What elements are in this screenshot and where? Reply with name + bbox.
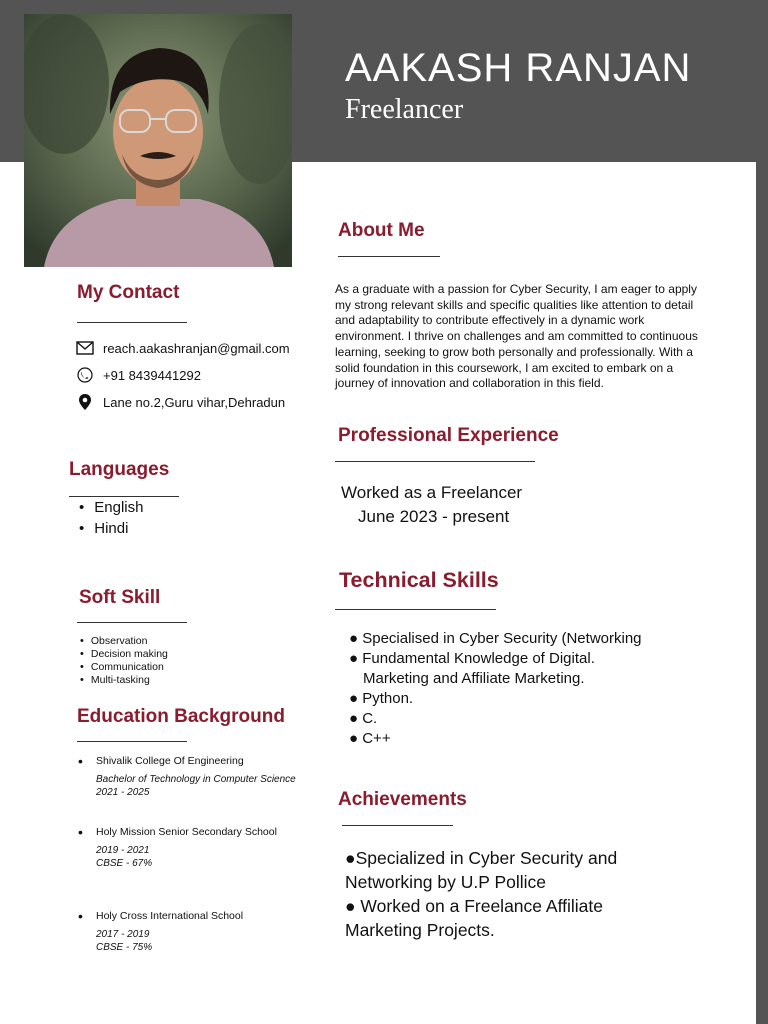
experience-heading: Professional Experience: [338, 425, 559, 446]
person-name: AAKASH RANJAN: [345, 46, 692, 90]
education-school: Shivalik College Of Engineering: [96, 755, 244, 767]
education-detail: 2021 - 2025: [96, 787, 150, 798]
technical-skill-item: ● Specialised in Cyber Security (Networking: [349, 630, 642, 647]
education-detail: CBSE - 75%: [96, 942, 153, 953]
envelope-icon: [76, 339, 94, 357]
about-rule: [338, 256, 440, 257]
education-school: Holy Cross International School: [96, 910, 244, 922]
contact-address-row: [76, 393, 285, 411]
education-item: • Holy Mission Senior Secondary School 2019 - 2021 CBSE - 67%: [78, 824, 277, 869]
education-heading: Education Background: [77, 706, 285, 727]
soft-skill-list: [80, 635, 168, 687]
education-detail: CBSE - 67%: [96, 858, 153, 869]
soft-skill-heading: Soft Skill: [79, 587, 161, 608]
soft-skill-item: • Multi-tasking: [80, 674, 168, 687]
education-school: Holy Mission Senior Secondary School: [96, 826, 277, 838]
soft-skill-rule: [77, 622, 187, 623]
contact-phone[interactable]: +91 8439441292: [103, 367, 201, 383]
achievement-line: ● Worked on a Freelance Affiliate: [345, 896, 603, 916]
technical-skill-item: ● C++: [349, 730, 391, 747]
education-item: • Holy Cross International School 2017 - 2019 CBSE - 75%: [78, 908, 244, 953]
technical-skill-item: ● C.: [349, 710, 378, 727]
profile-photo: [24, 14, 292, 267]
contact-email[interactable]: reach.aakashranjan@gmail.com: [103, 340, 290, 356]
education-rule: [77, 741, 187, 742]
contact-email-row: [76, 339, 290, 357]
technical-rule: [335, 609, 496, 610]
experience-rule: [335, 461, 535, 462]
contact-heading: My Contact: [77, 282, 180, 303]
soft-skill-item: • Observation: [80, 635, 168, 648]
technical-skill-item: ● Python.: [349, 690, 414, 707]
language-item: • English: [79, 497, 143, 518]
technical-skill-item: ● Fundamental Knowledge of Digital.: [349, 650, 595, 667]
right-edge-band: [756, 0, 768, 1024]
education-item: • Shivalik College Of Engineering Bachelor of Technology in Computer Science 2021 - 2025: [78, 753, 296, 798]
languages-heading: Languages: [69, 459, 170, 480]
education-detail: Bachelor of Technology in Computer Science: [96, 774, 296, 785]
contact-rule: [77, 322, 187, 323]
location-pin-icon: [76, 393, 94, 411]
about-heading: About Me: [338, 220, 425, 241]
phone-icon: [76, 366, 94, 384]
education-detail: 2017 - 2019: [96, 929, 150, 940]
achievement-line: Marketing Projects.: [345, 920, 495, 940]
experience-line: Worked as a Freelancer: [341, 483, 523, 502]
language-item: • Hindi: [79, 518, 143, 539]
person-title: Freelancer: [345, 94, 464, 125]
contact-phone-row: [76, 366, 201, 384]
experience-dates: June 2023 - present: [358, 507, 510, 526]
technical-skill-item: Marketing and Affiliate Marketing.: [363, 670, 585, 687]
education-detail: 2019 - 2021: [96, 845, 150, 856]
about-text: As a graduate with a passion for Cyber Security, I am eager to apply my strong relevant skills and specific qualities like attention to detail and adaptability to contribute effectively in a dynamic work environment. I thrive on challenges and am committed to continuous learning, seeking to grow both personally and professionally. With a solid foundation in this coursework, I am excited to embark on a journey of innovation and collaboration in this field.: [335, 282, 698, 391]
technical-heading: Technical Skills: [339, 568, 499, 592]
achievement-line: ●Specialized in Cyber Security and: [345, 848, 618, 868]
languages-list: [79, 497, 143, 539]
soft-skill-item: • Decision making: [80, 648, 168, 661]
achievement-line: Networking by U.P Pollice: [345, 872, 547, 892]
soft-skill-item: • Communication: [80, 661, 168, 674]
contact-address: Lane no.2,Guru vihar,Dehradun: [103, 394, 286, 410]
achievements-heading: Achievements: [338, 789, 467, 810]
achievements-rule: [342, 825, 453, 826]
